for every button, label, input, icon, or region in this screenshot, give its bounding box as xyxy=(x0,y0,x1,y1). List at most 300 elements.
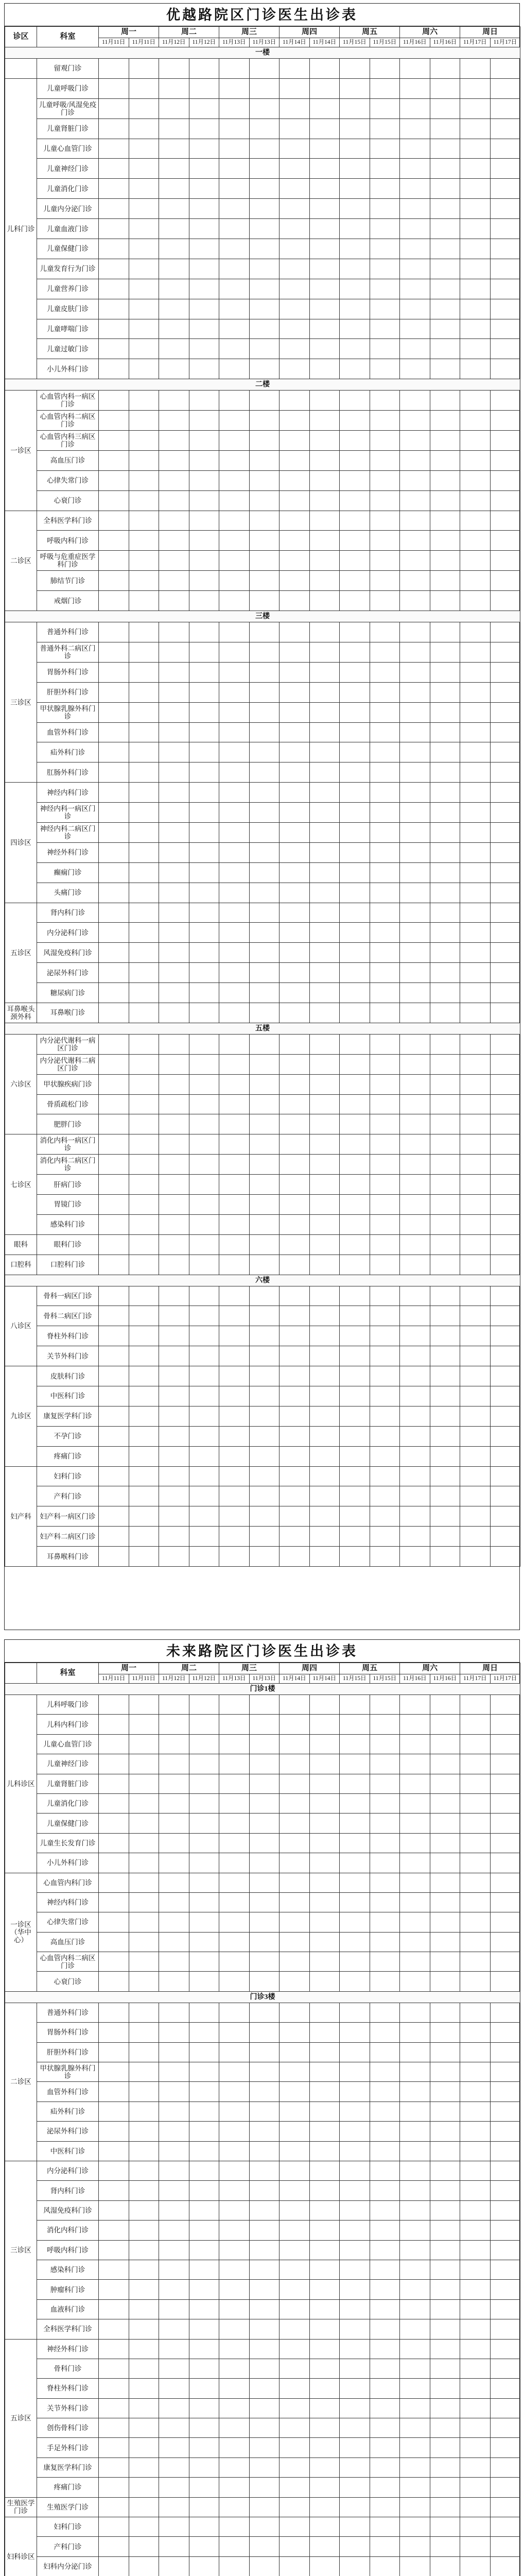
doctor-cell xyxy=(99,862,129,883)
table-row xyxy=(5,2042,520,2062)
doctor-cell xyxy=(280,622,310,642)
doctor-cell xyxy=(490,431,520,451)
floor-section-title: 五楼 xyxy=(5,1023,520,1034)
doctor-cell xyxy=(159,1234,189,1255)
doctor-cell xyxy=(189,591,219,611)
doctor-cell xyxy=(490,2221,520,2240)
table-row xyxy=(5,1406,520,1426)
table-row xyxy=(5,1754,520,1774)
doctor-cell xyxy=(430,1892,460,1912)
doctor-cell xyxy=(159,470,189,490)
doctor-cell xyxy=(99,822,129,842)
doctor-cell xyxy=(159,2122,189,2141)
doctor-cell xyxy=(400,2398,430,2418)
doctor-cell xyxy=(280,1094,310,1114)
doctor-cell xyxy=(219,1793,250,1813)
doctor-cell xyxy=(400,1234,430,1255)
doctor-cell xyxy=(129,179,159,199)
dept-cell: 儿童保健门诊 xyxy=(37,1814,99,1833)
doctor-cell xyxy=(219,1234,250,1255)
doctor-cell xyxy=(189,2458,219,2477)
doctor-cell xyxy=(99,1155,129,1175)
doctor-cell xyxy=(249,1754,280,1774)
doctor-cell xyxy=(189,1446,219,1466)
floor-section-row xyxy=(5,1991,520,2003)
doctor-cell xyxy=(189,339,219,359)
doctor-cell xyxy=(430,682,460,702)
doctor-cell xyxy=(400,2517,430,2537)
table-row xyxy=(5,903,520,923)
doctor-cell xyxy=(430,1114,460,1134)
doctor-cell xyxy=(99,742,129,762)
dept-cell: 脊柱外科门诊 xyxy=(37,2379,99,2398)
table-row xyxy=(5,2102,520,2121)
doctor-cell xyxy=(490,903,520,923)
doctor-cell xyxy=(460,2042,491,2062)
table-row xyxy=(5,450,520,470)
doctor-cell xyxy=(340,1873,370,1892)
doctor-cell xyxy=(460,783,491,803)
doctor-cell xyxy=(340,803,370,823)
doctor-cell xyxy=(490,1912,520,1932)
doctor-cell xyxy=(400,862,430,883)
doctor-cell xyxy=(460,359,491,379)
doctor-cell xyxy=(219,1306,250,1326)
doctor-cell xyxy=(490,391,520,411)
doctor-cell xyxy=(129,662,159,682)
zone-cell: 妇产科 xyxy=(5,1466,37,1566)
doctor-cell xyxy=(129,98,159,118)
doctor-cell xyxy=(280,943,310,963)
doctor-cell xyxy=(430,2299,460,2319)
table-row xyxy=(5,179,520,199)
doctor-cell xyxy=(219,470,250,490)
doctor-cell xyxy=(129,1094,159,1114)
doctor-cell xyxy=(490,1034,520,1054)
table-row xyxy=(5,2200,520,2220)
doctor-cell xyxy=(490,159,520,179)
doctor-cell xyxy=(219,199,250,219)
doctor-cell xyxy=(129,1406,159,1426)
doctor-cell xyxy=(309,2438,340,2458)
doctor-cell xyxy=(129,2537,159,2556)
doctor-cell xyxy=(340,78,370,98)
doctor-cell xyxy=(280,259,310,279)
doctor-cell xyxy=(99,551,129,571)
zone-cell: 眼科 xyxy=(5,1234,37,1255)
doctor-cell xyxy=(159,450,189,470)
doctor-cell xyxy=(309,2240,340,2260)
doctor-cell xyxy=(430,2517,460,2537)
dept-cell: 儿童神经门诊 xyxy=(37,159,99,179)
column-header-day: 周二 xyxy=(159,1663,219,1674)
doctor-cell xyxy=(129,219,159,239)
dept-cell: 风湿免疫科门诊 xyxy=(37,943,99,963)
doctor-cell xyxy=(99,490,129,511)
doctor-cell xyxy=(189,1734,219,1754)
doctor-cell xyxy=(189,98,219,118)
doctor-cell xyxy=(340,1486,370,1506)
doctor-cell xyxy=(340,98,370,118)
doctor-cell xyxy=(430,2418,460,2438)
doctor-cell xyxy=(490,2141,520,2161)
doctor-cell xyxy=(129,842,159,862)
doctor-cell xyxy=(430,1547,460,1567)
doctor-cell xyxy=(309,1506,340,1527)
doctor-cell xyxy=(129,1386,159,1406)
doctor-cell xyxy=(129,78,159,98)
doctor-cell xyxy=(249,2240,280,2260)
dept-cell: 胃肠外科门诊 xyxy=(37,2023,99,2042)
doctor-cell xyxy=(490,199,520,219)
doctor-cell xyxy=(189,642,219,662)
doctor-cell xyxy=(309,1873,340,1892)
doctor-cell xyxy=(99,1527,129,1547)
doctor-cell xyxy=(189,1793,219,1813)
doctor-cell xyxy=(280,2062,310,2082)
doctor-cell xyxy=(370,822,400,842)
dept-cell: 手足外科门诊 xyxy=(37,2438,99,2458)
doctor-cell xyxy=(189,299,219,319)
doctor-cell xyxy=(490,1892,520,1912)
doctor-cell xyxy=(370,1034,400,1054)
doctor-cell xyxy=(129,2497,159,2517)
doctor-cell xyxy=(460,279,491,299)
doctor-cell xyxy=(189,159,219,179)
doctor-cell xyxy=(309,431,340,451)
doctor-cell xyxy=(460,2062,491,2082)
doctor-cell xyxy=(249,1175,280,1195)
table-row xyxy=(5,2478,520,2497)
doctor-cell xyxy=(280,299,310,319)
doctor-cell xyxy=(400,450,430,470)
doctor-cell xyxy=(219,1426,250,1446)
doctor-cell xyxy=(490,2398,520,2418)
doctor-cell xyxy=(400,1054,430,1074)
dept-cell: 留观门诊 xyxy=(37,59,99,79)
doctor-cell xyxy=(400,963,430,983)
doctor-cell xyxy=(249,299,280,319)
doctor-cell xyxy=(249,1486,280,1506)
doctor-cell xyxy=(430,1715,460,1734)
dept-cell: 癫痫门诊 xyxy=(37,862,99,883)
doctor-cell xyxy=(249,219,280,239)
dept-cell: 骨科一病区门诊 xyxy=(37,1286,99,1306)
doctor-cell xyxy=(340,682,370,702)
doctor-cell xyxy=(490,2478,520,2497)
column-header-date: 11月13日 xyxy=(219,1674,250,1684)
doctor-cell xyxy=(370,1054,400,1074)
doctor-cell xyxy=(309,1972,340,1991)
doctor-cell xyxy=(400,682,430,702)
doctor-cell xyxy=(309,2200,340,2220)
column-header-day: 周六 xyxy=(400,1663,460,1674)
doctor-cell xyxy=(249,1003,280,1023)
doctor-cell xyxy=(189,862,219,883)
doctor-cell xyxy=(430,1386,460,1406)
doctor-cell xyxy=(249,1972,280,1991)
doctor-cell xyxy=(219,1873,250,1892)
doctor-cell xyxy=(219,2339,250,2359)
doctor-cell xyxy=(249,159,280,179)
doctor-cell xyxy=(249,622,280,642)
doctor-cell xyxy=(460,1175,491,1195)
column-header-date: 11月12日 xyxy=(159,1674,189,1684)
doctor-cell xyxy=(430,2319,460,2339)
doctor-cell xyxy=(159,2398,189,2418)
doctor-cell xyxy=(219,319,250,339)
floor-section-row xyxy=(5,1684,520,1695)
doctor-cell xyxy=(370,1774,400,1793)
doctor-cell xyxy=(430,702,460,722)
doctor-cell xyxy=(370,279,400,299)
doctor-cell xyxy=(370,722,400,742)
doctor-cell xyxy=(159,511,189,531)
doctor-cell xyxy=(370,2299,400,2319)
doctor-cell xyxy=(99,411,129,431)
doctor-cell xyxy=(129,1326,159,1346)
doctor-cell xyxy=(309,2023,340,2042)
column-header-date: 11月16日 xyxy=(430,1674,460,1684)
doctor-cell xyxy=(400,1003,430,1023)
doctor-cell xyxy=(249,1814,280,1833)
doctor-cell xyxy=(189,1833,219,1853)
doctor-cell xyxy=(400,702,430,722)
doctor-cell xyxy=(490,2319,520,2339)
doctor-cell xyxy=(460,2458,491,2477)
doctor-cell xyxy=(129,551,159,571)
doctor-cell xyxy=(280,1833,310,1853)
doctor-cell xyxy=(159,2023,189,2042)
table-row xyxy=(5,2221,520,2240)
doctor-cell xyxy=(309,2181,340,2200)
doctor-cell xyxy=(370,803,400,823)
doctor-cell xyxy=(309,983,340,1003)
doctor-cell xyxy=(309,1715,340,1734)
doctor-cell xyxy=(219,1715,250,1734)
table-row xyxy=(5,1833,520,1853)
doctor-cell xyxy=(189,2517,219,2537)
doctor-cell xyxy=(370,1547,400,1567)
dept-cell: 儿童生长发育门诊 xyxy=(37,1833,99,1853)
doctor-cell xyxy=(340,1306,370,1326)
doctor-cell xyxy=(129,642,159,662)
doctor-cell xyxy=(340,431,370,451)
doctor-cell xyxy=(370,2517,400,2537)
doctor-cell xyxy=(249,783,280,803)
doctor-cell xyxy=(280,319,310,339)
doctor-cell xyxy=(460,1774,491,1793)
doctor-cell xyxy=(340,339,370,359)
doctor-cell xyxy=(219,1175,250,1195)
doctor-cell xyxy=(430,531,460,551)
doctor-cell xyxy=(490,2458,520,2477)
table-row xyxy=(5,803,520,823)
doctor-cell xyxy=(430,1054,460,1074)
doctor-cell xyxy=(99,1306,129,1326)
doctor-cell xyxy=(219,1972,250,1991)
doctor-cell xyxy=(189,2359,219,2378)
doctor-cell xyxy=(280,571,310,591)
doctor-cell xyxy=(340,1255,370,1275)
zone-cell: 三诊区 xyxy=(5,622,37,783)
column-header-zone: 诊区 xyxy=(5,27,37,47)
doctor-cell xyxy=(370,511,400,531)
doctor-cell xyxy=(189,2556,219,2576)
dept-cell: 心血管内科门诊 xyxy=(37,1873,99,1892)
doctor-cell xyxy=(280,983,310,1003)
doctor-cell xyxy=(309,1003,340,1023)
doctor-cell xyxy=(280,1346,310,1366)
doctor-cell xyxy=(219,1446,250,1466)
doctor-cell xyxy=(129,923,159,943)
doctor-cell xyxy=(280,2556,310,2576)
doctor-cell xyxy=(249,2003,280,2022)
doctor-cell xyxy=(430,2280,460,2299)
table-row xyxy=(5,1054,520,1074)
table-row xyxy=(5,1175,520,1195)
table-row xyxy=(5,742,520,762)
doctor-cell xyxy=(129,1814,159,1833)
column-header-date: 11月14日 xyxy=(280,1674,310,1684)
doctor-cell xyxy=(159,339,189,359)
doctor-cell xyxy=(400,139,430,159)
doctor-cell xyxy=(370,1952,400,1972)
doctor-cell xyxy=(430,1406,460,1426)
doctor-cell xyxy=(460,1155,491,1175)
doctor-cell xyxy=(129,1426,159,1446)
doctor-cell xyxy=(99,2023,129,2042)
dept-cell: 疼痛门诊 xyxy=(37,2478,99,2497)
doctor-cell xyxy=(340,1034,370,1054)
doctor-cell xyxy=(99,279,129,299)
doctor-cell xyxy=(340,662,370,682)
table-row xyxy=(5,1814,520,1833)
doctor-cell xyxy=(309,2458,340,2477)
zone-cell: 儿科门诊 xyxy=(5,78,37,379)
doctor-cell xyxy=(280,2122,310,2141)
doctor-cell xyxy=(309,551,340,571)
doctor-cell xyxy=(129,803,159,823)
doctor-cell xyxy=(249,943,280,963)
table-row xyxy=(5,923,520,943)
doctor-cell xyxy=(189,883,219,903)
doctor-cell xyxy=(99,983,129,1003)
doctor-cell xyxy=(490,450,520,470)
doctor-cell xyxy=(99,531,129,551)
doctor-cell xyxy=(280,2379,310,2398)
doctor-cell xyxy=(309,1793,340,1813)
doctor-cell xyxy=(400,98,430,118)
column-header-date: 11月15日 xyxy=(370,1674,400,1684)
table-row xyxy=(5,1734,520,1754)
doctor-cell xyxy=(340,1833,370,1853)
doctor-cell xyxy=(129,2299,159,2319)
schedule-document-youyue xyxy=(4,3,520,1630)
doctor-cell xyxy=(430,571,460,591)
doctor-cell xyxy=(129,259,159,279)
doctor-cell xyxy=(99,682,129,702)
table-row xyxy=(5,682,520,702)
doctor-cell xyxy=(159,2478,189,2497)
table-row xyxy=(5,490,520,511)
doctor-cell xyxy=(340,1003,370,1023)
doctor-cell xyxy=(249,1306,280,1326)
document-title: 未来路院区门诊医生出诊表 xyxy=(5,1640,519,1663)
doctor-cell xyxy=(490,511,520,531)
doctor-cell xyxy=(400,1346,430,1366)
doctor-cell xyxy=(159,2003,189,2022)
doctor-cell xyxy=(370,1892,400,1912)
doctor-cell xyxy=(460,219,491,239)
doctor-cell xyxy=(370,983,400,1003)
doctor-cell xyxy=(490,1466,520,1486)
doctor-cell xyxy=(159,2221,189,2240)
dept-cell: 儿童心血管门诊 xyxy=(37,139,99,159)
doctor-cell xyxy=(189,78,219,98)
doctor-cell xyxy=(340,2102,370,2121)
doctor-cell xyxy=(460,2299,491,2319)
doctor-cell xyxy=(129,591,159,611)
doctor-cell xyxy=(99,339,129,359)
doctor-cell xyxy=(280,2161,310,2180)
doctor-cell xyxy=(249,259,280,279)
doctor-cell xyxy=(99,98,129,118)
doctor-cell xyxy=(430,299,460,319)
doctor-cell xyxy=(189,903,219,923)
column-header-day: 周二 xyxy=(159,27,219,38)
doctor-cell xyxy=(430,2221,460,2240)
doctor-cell xyxy=(309,1486,340,1506)
doctor-cell xyxy=(430,1306,460,1326)
doctor-cell xyxy=(370,1194,400,1214)
doctor-cell xyxy=(370,1972,400,1991)
doctor-cell xyxy=(340,722,370,742)
doctor-cell xyxy=(99,903,129,923)
table-row xyxy=(5,1446,520,1466)
column-header-date: 11月16日 xyxy=(430,38,460,47)
doctor-cell xyxy=(340,1972,370,1991)
doctor-cell xyxy=(340,2537,370,2556)
doctor-cell xyxy=(280,1715,310,1734)
dept-cell: 神经外科门诊 xyxy=(37,2339,99,2359)
doctor-cell xyxy=(370,2082,400,2102)
doctor-cell xyxy=(490,1754,520,1774)
doctor-cell xyxy=(219,339,250,359)
doctor-cell xyxy=(129,2260,159,2279)
doctor-cell xyxy=(400,1214,430,1234)
doctor-cell xyxy=(430,2023,460,2042)
doctor-cell xyxy=(490,1547,520,1567)
doctor-cell xyxy=(129,1547,159,1567)
doctor-cell xyxy=(490,2556,520,2576)
doctor-cell xyxy=(400,2260,430,2279)
doctor-cell xyxy=(189,2299,219,2319)
doctor-cell xyxy=(249,1892,280,1912)
doctor-cell xyxy=(309,179,340,199)
doctor-cell xyxy=(159,259,189,279)
doctor-cell xyxy=(340,1715,370,1734)
doctor-cell xyxy=(490,2003,520,2022)
doctor-cell xyxy=(99,2240,129,2260)
doctor-cell xyxy=(249,359,280,379)
doctor-cell xyxy=(189,319,219,339)
doctor-cell xyxy=(400,2042,430,2062)
doctor-cell xyxy=(99,139,129,159)
dept-cell: 耳鼻喉科门诊 xyxy=(37,1547,99,1567)
doctor-cell xyxy=(490,1774,520,1793)
doctor-cell xyxy=(370,1695,400,1715)
